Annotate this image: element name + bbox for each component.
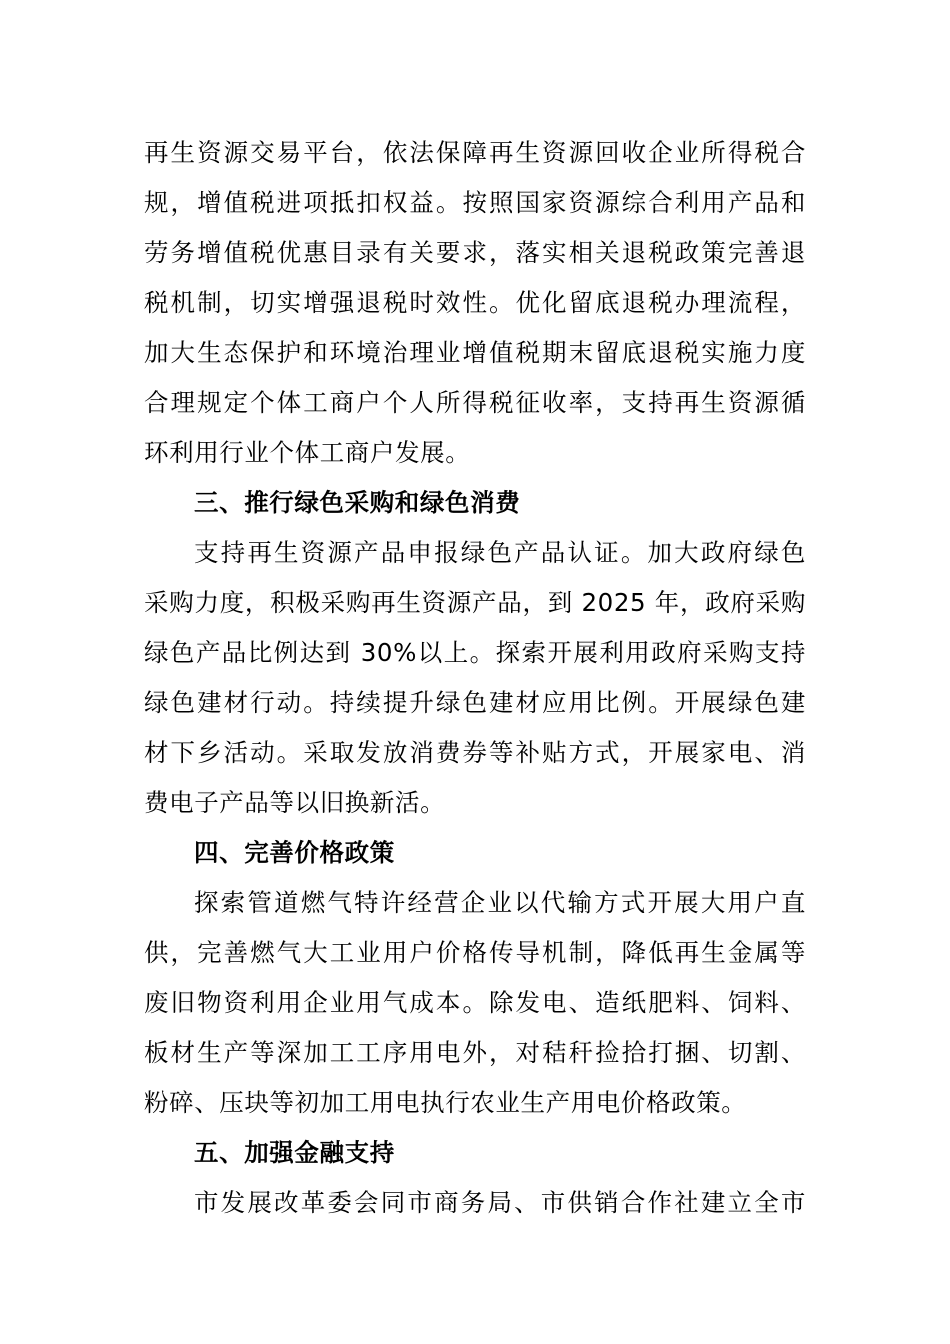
paragraph-price-policy xyxy=(144,878,806,1128)
paragraph-tax-policy xyxy=(144,128,806,478)
section-heading-green-procurement: 三、推行绿色采购和绿色消费 xyxy=(194,488,521,517)
text-line: 支持再生资源产品申报绿色产品认证。加大政府绿色 xyxy=(194,538,806,567)
document-page xyxy=(144,128,806,1228)
text-line: 绿色建材行动。持续提升绿色建材应用比例。开展绿色建 xyxy=(144,688,806,717)
text-line: 供，完善燃气大工业用户价格传导机制，降低再生金属等 xyxy=(144,938,806,967)
text-line: 废旧物资利用企业用气成本。除发电、造纸肥料、饲料、 xyxy=(144,988,806,1017)
paragraph-green-procurement xyxy=(144,528,806,828)
text-line: 合理规定个体工商户个人所得税征收率，支持再生资源循 xyxy=(144,388,806,417)
section-heading-price-policy: 四、完善价格政策 xyxy=(194,838,395,867)
text-line: 费电子产品等以旧换新活。 xyxy=(144,788,446,817)
text-line: 劳务增值税优惠目录有关要求，落实相关退税政策完善退 xyxy=(144,238,806,267)
text-line: 税机制，切实增强退税时效性。优化留底退税办理流程， xyxy=(144,288,806,317)
text-line: 市发展改革委会同市商务局、市供销合作社建立全市 xyxy=(194,1188,806,1217)
text-line: 粉碎、压块等初加工用电执行农业生产用电价格政策。 xyxy=(144,1088,747,1117)
text-line: 环利用行业个体工商户发展。 xyxy=(144,438,471,467)
text-line: 探索管道燃气特许经营企业以代输方式开展大用户直 xyxy=(194,888,806,917)
text-line: 绿色产品比例达到 30%以上。探索开展利用政府采购支持 xyxy=(144,638,806,667)
paragraph-financial-support xyxy=(144,1178,806,1228)
text-line: 再生资源交易平台，依法保障再生资源回收企业所得税合 xyxy=(144,138,806,167)
section-heading-financial-support: 五、加强金融支持 xyxy=(194,1138,395,1167)
text-line: 采购力度，积极采购再生资源产品，到 2025 年，政府采购 xyxy=(144,588,806,617)
text-line: 板材生产等深加工工序用电外，对秸秆捡拾打捆、切割、 xyxy=(144,1038,806,1067)
text-line: 规，增值税进项抵扣权益。按照国家资源综合利用产品和 xyxy=(144,188,806,217)
text-line: 加大生态保护和环境治理业增值税期末留底退税实施力度 xyxy=(144,338,806,367)
text-line: 材下乡活动。采取发放消费券等补贴方式，开展家电、消 xyxy=(144,738,806,767)
